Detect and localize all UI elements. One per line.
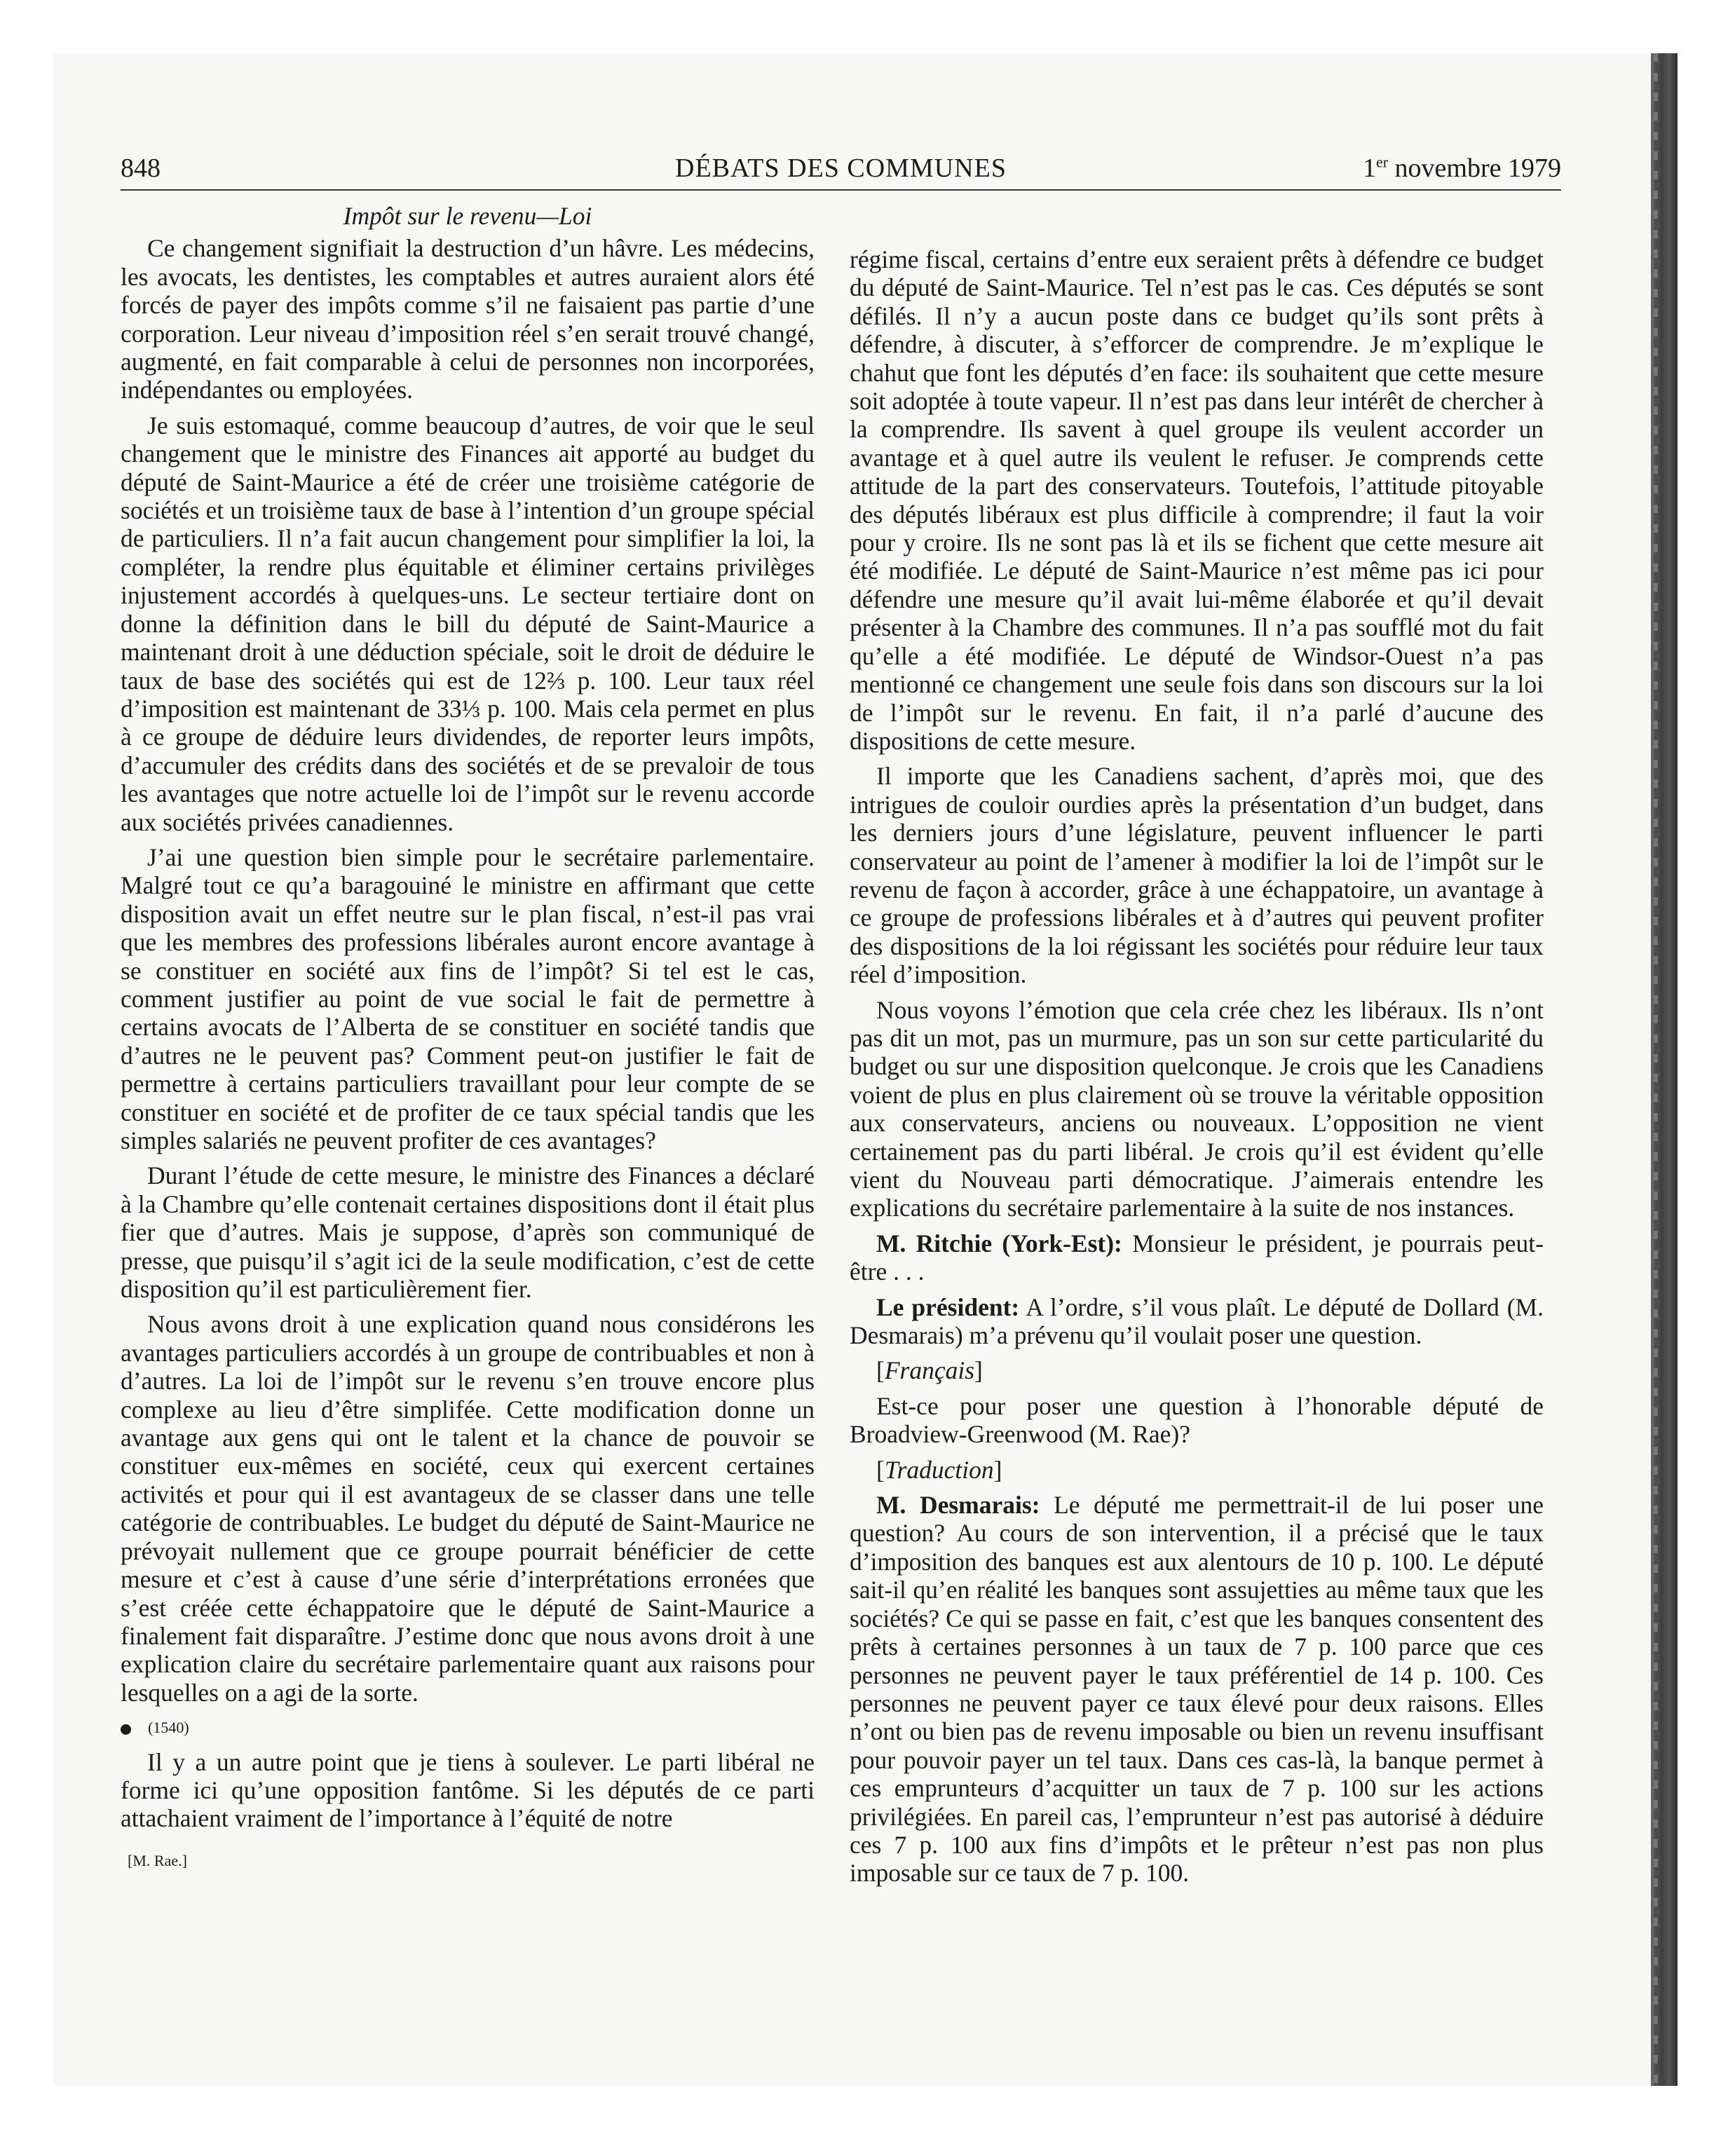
bullet-icon: [121, 1724, 131, 1735]
paragraph: Il importe que les Canadiens sachent, d’après moi, que des intrigues de couloir ourdies après la présentation d’un budget, dans les derniers jours d’une législature, peuvent influencer le parti conservateur au point de l’amener à modifier la loi de l’impôt sur le revenu de façon à accorder, grâce à une échappatoire, un avantage à ce groupe de professions libérales et à d’autres qui peuvent profiter des dispositions de la loi régissant les sociétés pour réduire leur taux réel d’imposition.: [850, 762, 1544, 989]
language-tag: [Français]: [876, 1356, 983, 1385]
speaker-name: M. Ritchie (York-Est):: [876, 1229, 1122, 1257]
time-marker: [121, 1714, 815, 1742]
translation-tag-text: Traduction: [884, 1455, 994, 1484]
left-column: [121, 202, 815, 1875]
speaker-footer: [M. Rae.]: [128, 1851, 187, 1869]
date-month-year: novembre 1979: [1388, 153, 1561, 183]
translation-tag: [Traduction]: [876, 1455, 1002, 1484]
paragraph: Je suis estomaqué, comme beaucoup d’autres, de voir que le seul changement que le ministre des Finances ait apporté au budget du député de Saint-Maurice a été de créer une troisième catégorie de sociétés et un troisième taux de base à l’intention d’un groupe spécial de particuliers. Il n’a fait aucun changement pour simplifier la loi, la compléter, la rendre plus équitable et éliminer certains privilèges injustement accordés à quelques-uns. Le secteur tertiaire dont on donne la définition dans le bill du député de Saint-Maurice a maintenant droit à une déduction spéciale, soit le droit de déduire le taux de base des sociétés qui est de 12⅔ p. 100. Leur taux réel d’imposition est maintenant de 33⅓ p. 100. Mais cela permet en plus à ce groupe de déduire leurs dividendes, de reporter leurs impôts, d’accumuler des crédits dans des sociétés et de se prevaloir de tous les avantages que notre actuelle loi de l’impôt sur le revenu accorde aux sociétés privées canadiennes.: [121, 411, 815, 836]
date-superscript: er: [1375, 153, 1389, 171]
publication-date: [1363, 153, 1561, 184]
speaker-name: M. Desmarais:: [876, 1491, 1040, 1520]
section-title: Impôt sur le revenu—Loi: [343, 202, 592, 230]
publication-title: DÉBATS DES COMMUNES: [675, 153, 1007, 183]
time-marker-label: (1540): [148, 1719, 189, 1737]
date-day: 1: [1362, 153, 1376, 183]
paragraph: Ce changement signifiait la destruction d’un hâvre. Les médecins, les avocats, les dentistes, les comptables et autres auraient alors été forcés de payer des impôts comme s’il ne faisaient pas partie d’une corporation. Leur niveau d’imposition réel s’en serait trouvé changé, augmenté, en fait comparable à celui de personnes non incorporées, indépendantes ou employées.: [121, 234, 815, 404]
language-tag-text: Français: [884, 1356, 975, 1385]
page-header: [121, 153, 1561, 191]
right-column: [850, 245, 1544, 1895]
paragraph: Il y a un autre point que je tiens à soulever. Le parti libéral ne forme ici qu’une opposition fantôme. Si les députés de ce parti attachaient vraiment de l’importance à l’équité de notre: [121, 1747, 815, 1833]
speech-ritchie: [850, 1229, 1544, 1286]
paragraph: Est-ce pour poser une question à l’honorable député de Broadview-Greenwood (M. Rae)?: [850, 1391, 1544, 1449]
page-number: 848: [121, 153, 161, 183]
speech-text: Monsieur le président, je pourrais peut-être . . .: [850, 1229, 1544, 1286]
speaker-name: Le président:: [876, 1292, 1020, 1321]
speech-text: A l’ordre, s’il vous plaît. Le député de Dollard (M. Desmarais) m’a prévenu qu’il voulait poser une question.: [850, 1292, 1544, 1350]
paragraph: Durant l’étude de cette mesure, le ministre des Finances a déclaré à la Chambre qu’elle contenait certaines dispositions dont il était plus fier que d’autres. Mais je suppose, d’après son communiqué de presse, que puisqu’il s’agit ici de la seule modification, c’est de cette disposition qu’il est particulièrement fier.: [121, 1161, 815, 1304]
paragraph: Nous voyons l’émotion que cela crée chez les libéraux. Ils n’ont pas dit un mot, pas un murmure, pas un son sur cette particularité du budget ou sur une disposition quelconque. Je crois que les Canadiens voient de plus en plus clairement où se trouve la véritable opposition aux conservateurs, anciens ou nouveaux. L’opposition ne vient certainement pas du parti libéral. Je crois qu’il est évident qu’elle vient du Nouveau parti démocratique. J’aimerais entendre les explications du secrétaire parlementaire à la suite de nos instances.: [850, 995, 1544, 1222]
speech-text: Le député me permettrait-il de lui poser une question? Au cours de son intervention, il a précisé que le taux d’imposition des banques est aux alentours de 10 p. 100. Le député sait-il qu’en réalité les banques sont assujetties au même taux que les sociétés? Ce qui se passe en fait, c’est que les banques consentent des prêts à certaines personnes à un taux de 7 p. 100 parce que ces personnes ne peuvent payer le taux préférentiel de 14 p. 100. Ces personnes ne peuvent payer ce taux élevé pour deux raisons. Elles n’ont ou bien pas de revenu imposable ou bien un revenu insuffisant pour pouvoir payer un tel taux. Dans ces cas-là, la banque permet à ces emprunteurs d’acquitter un taux de 7 p. 100 sur les actions privilégiées. En pareil cas, l’emprunteur n’est pas autorisé à déduire ces 7 p. 100 aux fins d’impôts et le prêteur n’est pas non plus imposable sur ce taux de 7 p. 100.: [850, 1491, 1544, 1888]
paragraph: J’ai une question bien simple pour le secrétaire parlementaire. Malgré tout ce qu’a baragouiné le ministre en affirmant que cette disposition avait un effet neutre sur le plan fiscal, n’est-il pas vrai que les membres des professions libérales auront encore avantage à se constituer en société aux fins de l’impôt? Si tel est le cas, comment justifier au point de vue social le fait de permettre à certains avocats de l’Alberta de se constituer en société tandis que d’autres ne le peuvent pas? Comment peut-on justifier le fait de permettre à certains particuliers travaillant pour leur compte de se constituer en société et de profiter de ce taux spécial tandis que les simples salariés ne peuvent profiter de ces avantages?: [121, 842, 815, 1154]
binding-edge: [1651, 53, 1678, 2086]
speech-desmarais: [850, 1491, 1544, 1888]
speech-president: [850, 1293, 1544, 1350]
paragraph: Nous avons droit à une explication quand nous considérons les avantages particuliers accordés à un groupe de contribuables et non à d’autres. La loi de l’impôt sur le revenu s’en trouve encore plus complexe au lieu d’être simplifée. Cette modification donne un avantage aux gens qui ont le talent et la chance de pouvoir se constituer eux-mêmes en société, ceux qui exercent certaines activités et pour qui il est avantageux de se classer dans une telle catégorie de contribuables. Le budget du député de Saint-Maurice ne prévoyait nullement que ce groupe pourrait bénéficier de cette mesure et c’est à cause d’une série d’interprétations erronées que s’est créée cette échappatoire que le député de Saint-Maurice a finalement fait disparaître. J’estime donc que nous avons droit à une explication claire du secrétaire parlementaire quant aux raisons pour lesquelles on a agi de la sorte.: [121, 1310, 815, 1707]
paragraph: régime fiscal, certains d’entre eux seraient prêts à défendre ce budget du député de Saint-Maurice. Tel n’est pas le cas. Ces députés se sont défilés. Il n’y a aucun poste dans ce budget qu’ils sont prêts à défendre, à discuter, à s’efforcer de comprendre. Je m’explique le chahut que font les députés d’en face: ils souhaitent que cette mesure soit adoptée à toute vapeur. Il n’est pas dans leur intérêt de chercher à la comprendre. Ils savent à quel groupe ils veulent accorder un avantage et à quel autre ils veulent le refuser. Je comprends cette attitude de la part des conservateurs. Toutefois, l’attitude pitoyable des députés libéraux est plus difficile à comprendre; il faut la voir pour y croire. Ils ne sont pas là et ils se fichent que cette mesure ait été modifiée. Le député de Saint-Maurice n’est même pas ici pour défendre une mesure qu’il avait lui-même élaborée et qu’il devait présenter à la Chambre des communes. Il n’a pas soufflé mot du fait qu’elle a été modifiée. Le député de Windsor-Ouest n’a pas mentionné ce changement une seule fois dans son discours sur la loi de l’impôt sur le revenu. En fait, il n’a parlé d’aucune des dispositions de cette mesure.: [850, 245, 1544, 755]
